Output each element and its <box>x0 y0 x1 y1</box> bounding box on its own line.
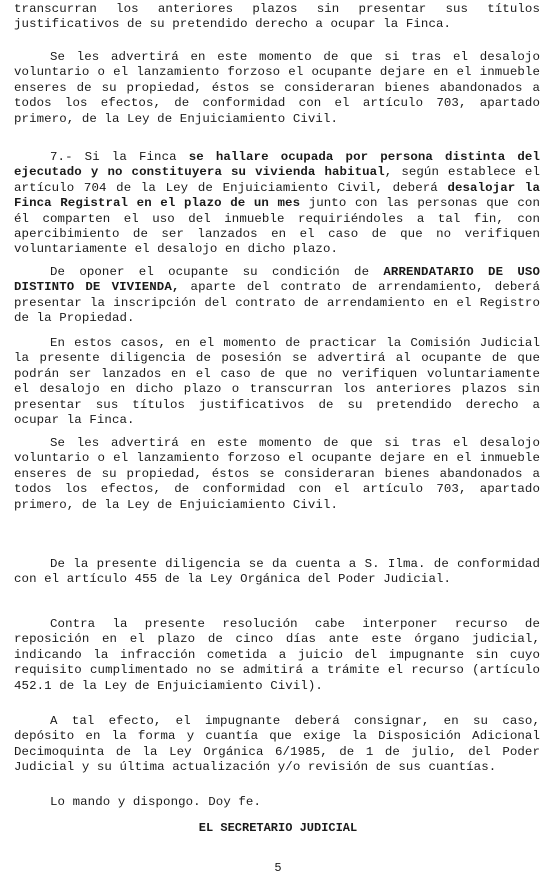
paragraph-text: A tal efecto, el impugnante deberá consignar, en su caso, depósito en la forma y cuantía que exige la Disposición Adicional Decimoquinta de la Ley Orgánica 6/1985, de 1 de julio, del Poder Judicial y su última actualización y/o revisión de sus cuantías. <box>14 714 540 775</box>
paragraph-text: Lo mando y dispongo. Doy fe. <box>50 795 261 809</box>
paragraph-abandoned-goods-repeat <box>14 436 540 513</box>
paragraph-text: En estos casos, en el momento de practicar la Comisión Judicial la presente diligencia de posesión se advertirá al ocupante de que podrán ser lanzados en el caso de que no verifiquen voluntariamente el desalojo en dicho plazo o transcurran los anteriores plazos sin presentar sus títulos justificativos de su pretendido derecho a ocupar la Finca. <box>14 336 540 428</box>
paragraph-judicial-commission <box>14 336 540 428</box>
bold-text: desalojar la Finca Registral en el plazo de un mes <box>14 180 540 211</box>
signature-title: EL SECRETARIO JUDICIAL <box>198 821 358 835</box>
paragraph-text: aparte del contrato de arrendamiento, deberá presentar la inscripción del contrato de arrendamiento en el Registro de la Propiedad. <box>14 280 541 326</box>
paragraph-text: transcurran los anteriores plazos sin presentar sus títulos justificativos de su pretendido derecho a ocupar la Finca. <box>14 2 540 32</box>
paragraph-text: Contra la presente resolución cabe interponer recurso de reposición en el plazo de cinco días ante este órgano judicial, indicando la infracción cometida a juicio del impugnante sin cuyo requisito cumplimentado no se admitirá a trámite el recurso (artículo 452.1 de la Ley de Enjuiciamiento Civil). <box>14 617 540 693</box>
paragraph-lease <box>14 265 540 327</box>
paragraph-continuation <box>14 2 540 33</box>
paragraph-text: , según establece el artículo 704 de la Ley de Enjuiciamiento Civil, deberá <box>14 165 540 195</box>
paragraph-text: Se les advertirá en este momento de que si tras el desalojo voluntario o el lanzamiento forzoso el ocupante dejare en el inmueble enseres de su propiedad, éstos se consideraran bienes abandonados a todos los efectos, de conformidad con el artículo 703, apartado primero, de la Ley de Enjuiciamiento Civil. <box>14 50 540 126</box>
paragraph-notice <box>14 557 540 588</box>
paragraph-text: De la presente diligencia se da cuenta a S. Ilma. de conformidad con el artículo 455 de la Ley Orgánica del Poder Judicial. <box>14 557 540 587</box>
paragraph-deposit <box>14 714 540 776</box>
paragraph-text: De oponer el ocupante su condición de <box>50 265 384 279</box>
paragraph-appeal <box>14 617 540 694</box>
paragraph-text: Se les advertirá en este momento de que si tras el desalojo voluntario o el lanzamiento forzoso el ocupante dejare en el inmueble enseres de su propiedad, éstos se consideraran bienes abandonados a todos los efectos, de conformidad con el artículo 703, apartado primero, de la Ley de Enjuiciamiento Civil. <box>14 436 540 512</box>
paragraph-item-7 <box>14 150 540 258</box>
paragraph-closing <box>14 795 540 810</box>
paragraph-text: junto con las personas que con él comparten el uso del inmueble requiriéndoles a tal fin, con apercibimiento de ser lanzados en el caso de que no verifiquen voluntariamente el desalojo en dicho plazo. <box>14 196 540 257</box>
paragraph-text: 7.- Si la Finca <box>50 150 189 164</box>
page-number: 5 <box>274 861 282 875</box>
paragraph-abandoned-goods <box>14 50 540 127</box>
bold-text: se hallare ocupada por persona distinta del ejecutado y no constituyera su vivienda habitual <box>14 150 540 180</box>
bold-text: ARRENDATARIO DE USO DISTINTO DE VIVIENDA, <box>14 265 540 295</box>
